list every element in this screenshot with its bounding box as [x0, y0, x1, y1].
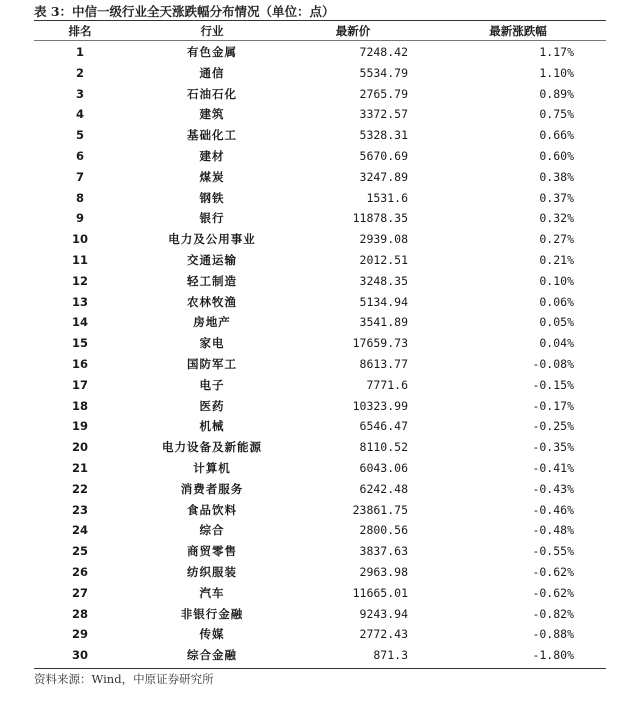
price-cell: 17659.73 — [352, 336, 408, 351]
price-cell: 5670.69 — [359, 149, 408, 163]
industry-cell: 轻工制造 — [187, 273, 237, 288]
change-cell: 1.17% — [539, 45, 574, 59]
change-cell: -1.80% — [532, 648, 574, 663]
price-cell: 2765.79 — [359, 86, 408, 101]
change-cell: 0.10% — [539, 273, 574, 288]
table-row — [34, 624, 606, 645]
change-cell: -0.43% — [532, 481, 574, 496]
table-row — [34, 250, 606, 271]
table-row — [34, 604, 606, 625]
table-row — [34, 354, 606, 375]
rank-cell: 6 — [75, 149, 84, 163]
table-row — [34, 167, 606, 188]
rank-cell: 12 — [71, 273, 88, 288]
table-row — [34, 437, 606, 458]
rank-cell: 27 — [71, 585, 88, 600]
rank-cell: 22 — [71, 481, 88, 496]
price-cell: 2012.51 — [359, 253, 408, 267]
price-cell: 3541.89 — [359, 315, 408, 330]
price-cell: 8110.52 — [359, 440, 408, 455]
table-row — [34, 188, 606, 209]
price-cell: 6043.06 — [359, 461, 408, 475]
industry-cell: 医药 — [199, 398, 225, 413]
change-cell: 0.89% — [539, 86, 574, 101]
change-cell: -0.08% — [532, 357, 574, 371]
rank-cell: 21 — [71, 461, 88, 475]
price-cell: 6242.48 — [359, 481, 408, 496]
industry-cell: 电力及公用事业 — [168, 232, 256, 247]
table-row — [34, 63, 606, 84]
change-cell: 0.38% — [539, 169, 574, 184]
industry-cell: 电力设备及新能源 — [162, 440, 262, 455]
industry-cell: 交通运输 — [187, 253, 237, 267]
table-row — [34, 312, 606, 333]
rank-cell: 15 — [71, 336, 88, 351]
rank-cell: 18 — [71, 398, 88, 413]
rank-cell: 26 — [71, 565, 88, 579]
rank-cell: 24 — [71, 523, 88, 538]
rank-cell: 2 — [75, 65, 84, 80]
price-cell: 2963.98 — [359, 565, 408, 579]
change-cell: -0.35% — [532, 440, 574, 455]
change-cell: -0.48% — [532, 523, 574, 538]
change-cell: 0.32% — [539, 211, 574, 226]
industry-cell: 通信 — [199, 65, 225, 80]
rank-cell: 25 — [71, 544, 88, 559]
change-cell: -0.41% — [532, 461, 574, 475]
industry-cell: 银行 — [199, 211, 225, 226]
rank-cell: 7 — [75, 169, 84, 184]
industry-cell: 计算机 — [193, 461, 231, 475]
rank-cell: 28 — [71, 606, 88, 621]
table-row — [34, 292, 606, 313]
table-row — [34, 208, 606, 229]
rank-cell: 9 — [75, 211, 84, 226]
table-row — [34, 458, 606, 479]
rank-cell: 29 — [71, 627, 88, 642]
table-row — [34, 541, 606, 562]
industry-cell: 有色金属 — [187, 45, 237, 59]
price-cell: 3837.63 — [359, 544, 408, 559]
table-row — [34, 479, 606, 500]
rank-cell: 10 — [71, 232, 88, 247]
change-cell: 0.60% — [539, 149, 574, 163]
table-row — [34, 84, 606, 105]
change-cell: -0.62% — [532, 585, 574, 600]
price-cell: 5134.94 — [359, 294, 408, 309]
industry-cell: 汽车 — [199, 585, 225, 600]
change-cell: -0.46% — [532, 502, 574, 517]
table-row — [34, 396, 606, 417]
change-cell: 1.10% — [539, 65, 574, 80]
change-cell: -0.17% — [532, 398, 574, 413]
industry-cell: 传媒 — [199, 627, 225, 642]
rank-cell: 17 — [71, 377, 88, 392]
industry-cell: 非银行金融 — [180, 606, 244, 621]
price-cell: 7248.42 — [359, 45, 408, 59]
industry-cell: 房地产 — [193, 315, 231, 330]
rank-cell: 11 — [71, 253, 88, 267]
table-row — [34, 645, 606, 666]
industry-cell: 石油石化 — [187, 86, 237, 101]
change-cell: 0.05% — [539, 315, 574, 330]
rank-cell: 16 — [71, 357, 88, 371]
price-cell: 11878.35 — [352, 211, 408, 226]
industry-cell: 机械 — [199, 419, 225, 434]
rank-cell: 20 — [71, 440, 88, 455]
table-row — [34, 375, 606, 396]
industry-cell: 农林牧渔 — [187, 294, 237, 309]
price-cell: 7771.6 — [366, 377, 408, 392]
rank-cell: 23 — [71, 502, 88, 517]
price-cell: 3248.35 — [359, 273, 408, 288]
industry-cell: 综合 — [199, 523, 225, 538]
bottom-rule — [34, 668, 606, 669]
price-cell: 8613.77 — [359, 357, 408, 371]
industry-cell: 纺织服装 — [187, 565, 237, 579]
rank-cell: 4 — [75, 107, 84, 122]
price-cell: 2772.43 — [359, 627, 408, 642]
price-cell: 5328.31 — [359, 128, 408, 143]
price-cell: 3247.89 — [359, 169, 408, 184]
rank-cell: 3 — [75, 86, 84, 101]
table-row — [34, 583, 606, 604]
rank-cell: 5 — [75, 128, 84, 143]
price-cell: 3372.57 — [359, 107, 408, 122]
rank-cell: 30 — [71, 648, 88, 663]
change-cell: -0.15% — [532, 377, 574, 392]
price-cell: 11665.01 — [352, 585, 408, 600]
price-cell: 10323.99 — [352, 398, 408, 413]
header-industry: 行业 — [200, 24, 224, 38]
price-cell: 871.3 — [373, 648, 408, 663]
industry-cell: 食品饮料 — [187, 502, 237, 517]
rank-cell: 14 — [71, 315, 88, 330]
header-rule — [34, 40, 606, 41]
header-change: 最新涨跌幅 — [489, 24, 547, 38]
table-row — [34, 500, 606, 521]
price-cell: 2800.56 — [359, 523, 408, 538]
header-rank: 排名 — [68, 24, 92, 38]
change-cell: -0.88% — [532, 627, 574, 642]
industry-cell: 消费者服务 — [180, 481, 244, 496]
industry-cell: 钢铁 — [199, 190, 225, 205]
table-row — [34, 416, 606, 437]
table-row — [34, 520, 606, 541]
price-cell: 9243.94 — [359, 606, 408, 621]
industry-cell: 综合金融 — [187, 648, 237, 663]
industry-cell: 家电 — [199, 336, 225, 351]
industry-cell: 基础化工 — [187, 128, 237, 143]
change-cell: -0.62% — [532, 565, 574, 579]
table-row — [34, 229, 606, 250]
header-price: 最新价 — [335, 24, 371, 38]
change-cell: 0.27% — [539, 232, 574, 247]
industry-cell: 国防军工 — [187, 357, 237, 371]
industry-cell: 煤炭 — [199, 169, 225, 184]
table-row — [34, 562, 606, 583]
table-title: 表 3：中信一级行业全天涨跌幅分布情况（单位：点） — [34, 4, 335, 19]
source-note: 资料来源：Wind，中原证券研究所 — [34, 672, 214, 686]
table-row — [34, 146, 606, 167]
rank-cell: 1 — [75, 45, 84, 59]
change-cell: 0.21% — [539, 253, 574, 267]
rank-cell: 13 — [71, 294, 88, 309]
change-cell: -0.55% — [532, 544, 574, 559]
rank-cell: 8 — [75, 190, 84, 205]
industry-cell: 电子 — [199, 377, 225, 392]
industry-cell: 建材 — [199, 149, 225, 163]
industry-cell: 建筑 — [199, 107, 225, 122]
change-cell: 0.04% — [539, 336, 574, 351]
price-cell: 2939.08 — [359, 232, 408, 247]
change-cell: 0.75% — [539, 107, 574, 122]
change-cell: -0.82% — [532, 606, 574, 621]
price-cell: 5534.79 — [359, 65, 408, 80]
price-cell: 6546.47 — [359, 419, 408, 434]
change-cell: 0.06% — [539, 294, 574, 309]
price-cell: 23861.75 — [352, 502, 408, 517]
rank-cell: 19 — [71, 419, 88, 434]
table-row — [34, 125, 606, 146]
industry-cell: 商贸零售 — [187, 544, 237, 559]
change-cell: 0.66% — [539, 128, 574, 143]
price-cell: 1531.6 — [366, 190, 408, 205]
table-row — [34, 271, 606, 292]
table-row — [34, 104, 606, 125]
table-row — [34, 42, 606, 63]
change-cell: 0.37% — [539, 190, 574, 205]
change-cell: -0.25% — [532, 419, 574, 434]
table-row — [34, 333, 606, 354]
